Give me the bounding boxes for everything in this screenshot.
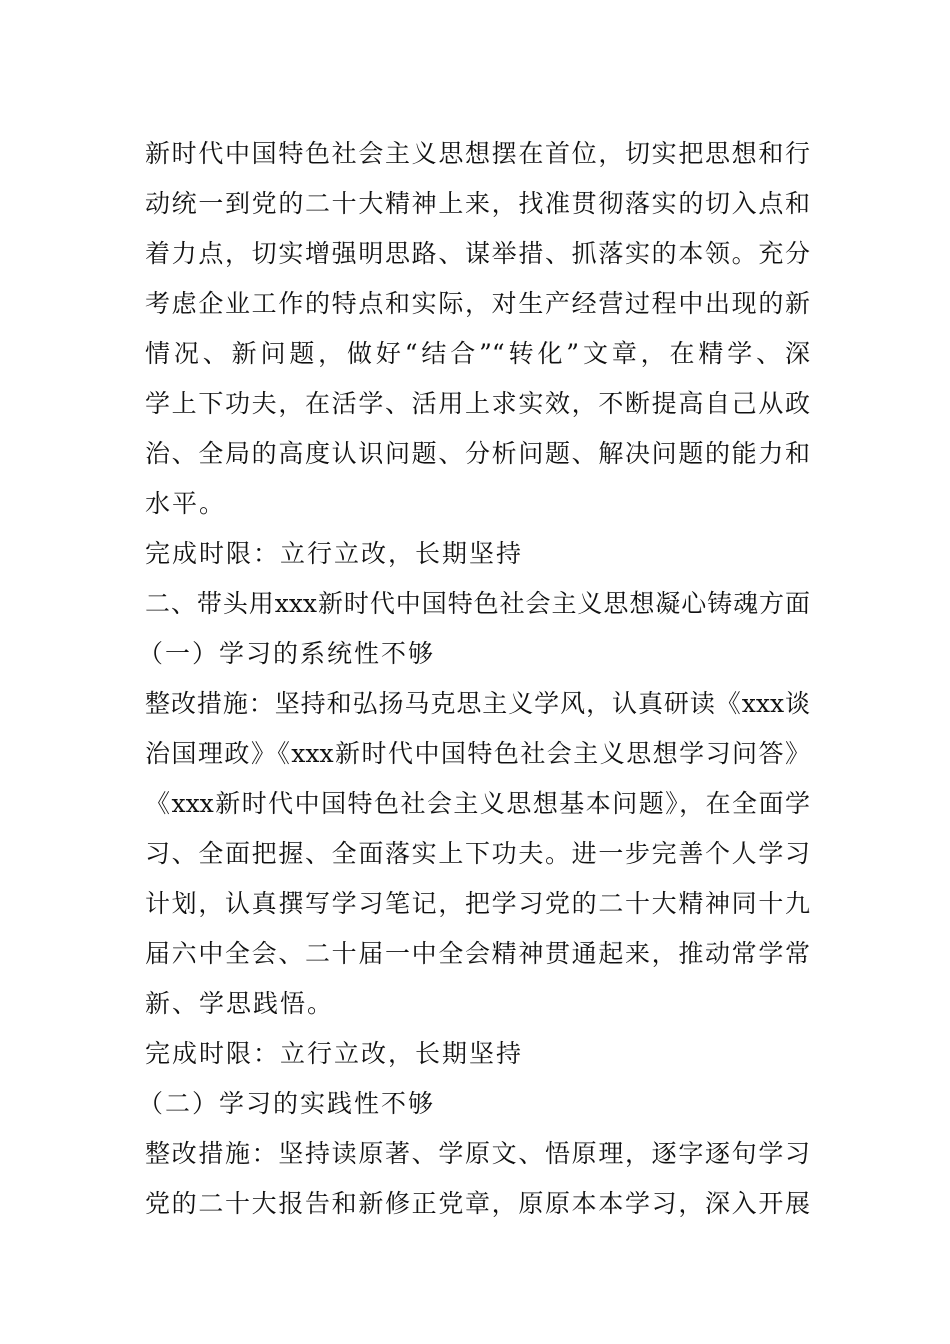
body-line-3: 着力点，切实增强明思路、谋举措、抓落实的本领。充分	[145, 239, 810, 268]
subheading-2: （二）学习的实践性不够	[138, 1089, 436, 1118]
body-line-4: 考虑企业工作的特点和实际，对生产经营过程中出现的新	[145, 289, 810, 318]
deadline-line-2: 完成时限：立行立改，长期坚持	[145, 1039, 524, 1068]
measures2-line-2: 党的二十大报告和新修正党章，原原本本学习，深入开展	[145, 1189, 810, 1218]
measures-line-4: 习、全面把握、全面落实上下功夫。进一步完善个人学习	[145, 839, 810, 868]
body-line-1: 新时代中国特色社会主义思想摆在首位，切实把思想和行	[145, 139, 810, 168]
measures-line-3: 《xxx新时代中国特色社会主义思想基本问题》，在全面学	[145, 789, 810, 818]
measures-line-6: 届六中全会、二十届一中全会精神贯通起来，推动常学常	[145, 939, 810, 968]
subheading-1: （一）学习的系统性不够	[138, 639, 436, 668]
measures-line-2: 治国理政》《xxx新时代中国特色社会主义思想学习问答》	[145, 739, 810, 768]
measures-line-1: 整改措施：坚持和弘扬马克思主义学风，认真研读《xxx谈	[145, 689, 810, 718]
body-line-2: 动统一到党的二十大精神上来，找准贯彻落实的切入点和	[145, 189, 810, 218]
body-line-5: 情况、新问题，做好“结合”“转化”文章，在精学、深	[145, 339, 810, 368]
measures2-line-1: 整改措施：坚持读原著、学原文、悟原理，逐字逐句学习	[145, 1139, 810, 1168]
measures-line-7: 新、学思践悟。	[145, 989, 335, 1018]
body-line-6: 学上下功夫，在活学、活用上求实效，不断提高自己从政	[145, 389, 810, 418]
body-line-8: 水平。	[145, 489, 227, 518]
body-line-7: 治、全局的高度认识问题、分析问题、解决问题的能力和	[145, 439, 810, 468]
section-heading-2: 二、带头用xxx新时代中国特色社会主义思想凝心铸魂方面	[145, 589, 810, 618]
deadline-line-1: 完成时限：立行立改，长期坚持	[145, 539, 524, 568]
measures-line-5: 计划，认真撰写学习笔记，把学习党的二十大精神同十九	[145, 889, 810, 918]
